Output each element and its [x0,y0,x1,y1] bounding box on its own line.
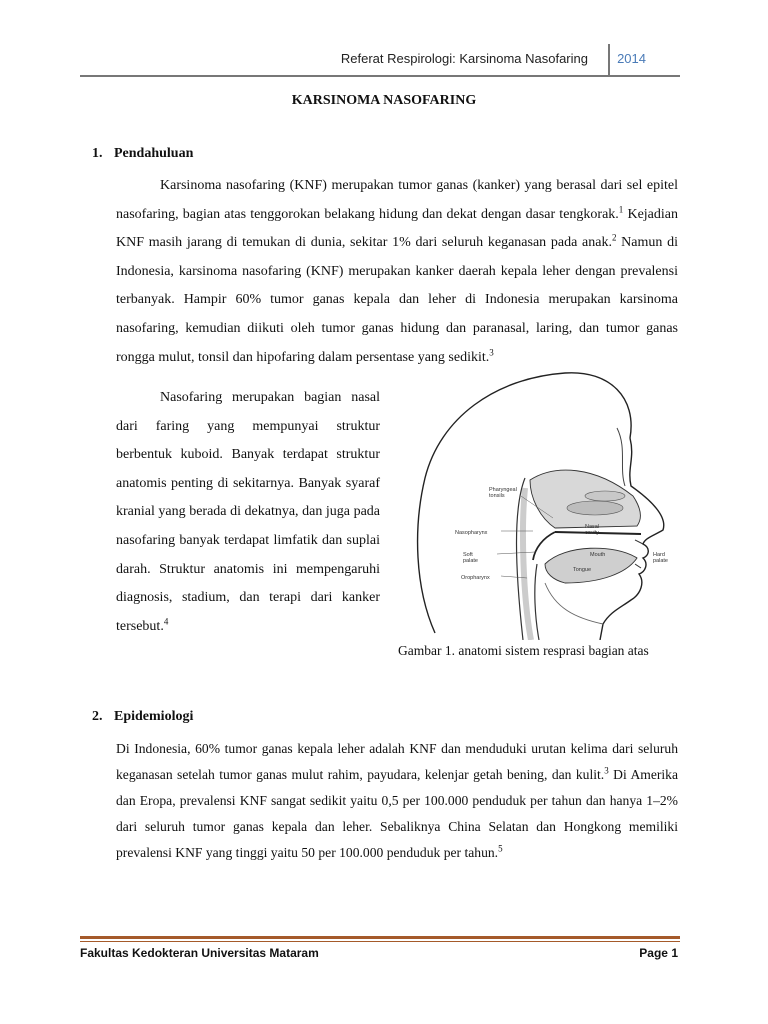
paragraph-epidemiologi [116,736,678,866]
header-separator [608,44,610,76]
anatomy-figure [405,368,680,640]
text-run: Namun di Indonesia, karsinoma nasofaring (KNF) merupakan kanker daerah kepala leher dengan prevalensi terbanyak. Hampir 60% tumor ganas kepala dan leher di Indonesia merupakan karsinoma nasofaring, kemudian diikuti oleh tumor ganas hidung dan paranasal, laring, dan tumor ganas rongga mulut, tonsil dan hipofaring dalam persentase yang sedikit. [116,235,678,365]
text-run: Di Indonesia, 60% tumor ganas kepala leher adalah KNF dan menduduki urutan kelima dari seluruh keganasan setelah tumor ganas mulut rahim, payudara, kelenjar getah bening, dan kulit. [116,741,678,782]
label-pharyngeal-tonsils: Pharyngeal tonsils [489,487,517,499]
label-nasal-cavity: Nasal cavity [585,524,600,536]
label-nasopharynx: Nasopharynx [455,530,488,536]
header-year: 2014 [617,51,646,66]
text-run: Kejadian KNF masih jarang di temukan di dunia, sekitar 1% dari seluruh keganasan pada anak. [116,206,679,251]
section-heading-epidemiologi [92,709,193,725]
page-header [80,40,680,76]
section-heading-pendahuluan [92,146,193,162]
citation: 4 [163,616,169,627]
header-rule [80,75,680,77]
section-title: Pendahuluan [114,146,194,161]
section-title: Epidemiologi [114,709,194,724]
label-mouth: Mouth [590,552,606,558]
text-run: Di Amerika dan Eropa, prevalensi KNF sangat sedikit yaitu 0,5 per 100.000 penduduk per tahun dan hanya 1–2% dari seluruh tumor ganas kepala dan leher. Sebaliknya China Selatan dan Hongkong memiliki prevalensi KNF yang tinggi yaitu 50 per 100.000 penduduk per tahun. [116,767,678,860]
citation: 3 [489,346,494,357]
page-number: Page 1 [639,946,678,960]
paragraph-nasofaring [116,384,380,641]
footer-rule-thin [80,941,680,942]
footer-institution: Fakultas Kedokteran Universitas Mataram [80,946,319,960]
header-title: Referat Respirologi: Karsinoma Nasofaring [340,51,588,66]
citation: 2 [611,232,617,243]
footer-rule [80,936,680,939]
text-run: Karsinoma nasofaring (KNF) merupakan tumor ganas (kanker) yang berasal dari sel epitel nasofaring, bagian atas tenggorokan belakang hidung dan dekat dengan dasar tengkorak. [116,178,678,222]
label-soft-palate: Soft palate [463,552,478,564]
citation: 1 [618,203,624,214]
head-anatomy-illustration [405,368,680,640]
citation: 5 [498,843,503,854]
paragraph-intro [116,172,678,372]
label-tongue: Tongue [573,567,592,573]
text-run: Nasofaring merupakan bagian nasal dari faring yang mempunyai struktur berbentuk kuboid. Banyak terdapat struktur anatomis penting di sekitarnya. Banyak syaraf kranial yang berada di dekatnya, dan juga pada nasofaring banyak terdapat limfatik dan suplai darah. Struktur anatomis ini mempengaruhi diagnosis, stadium, dan terapi dari kanker tersebut. [116,390,380,634]
label-hard-palate: Hard palate [653,552,668,564]
citation: 3 [604,765,609,776]
figure-caption: Gambar 1. anatomi sistem resprasi bagian atas [398,643,649,658]
label-oropharynx: Oropharynx [461,575,490,581]
section-number: 1. [92,146,103,161]
section-number: 2. [92,709,103,724]
document-title: KARSINOMA NASOFARING [291,93,477,108]
